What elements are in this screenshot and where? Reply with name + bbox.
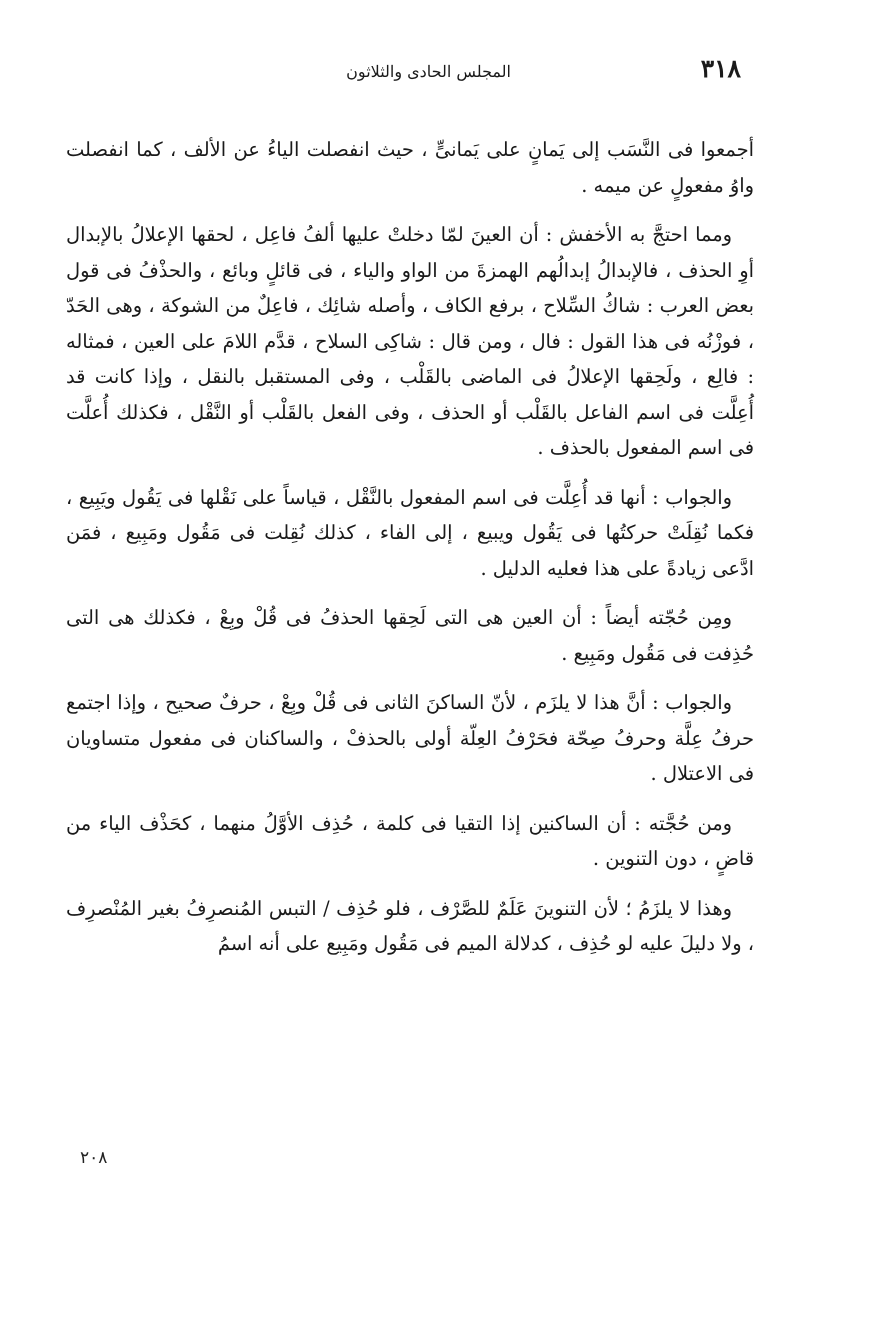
page-header [64,52,741,92]
paragraph: ومِن حُجّته أيضاً : أن العين هى التى لَحِقها الحذفُ فى قُلْ وبِعْ ، فكذلك هى التى حُذِفت فى مَقُول ومَبِيع . [66,606,754,665]
page-number: ٣١٨ [700,54,741,83]
paragraph: ومما احتجَّ به الأخفش : أن العينَ لمّا دخلتْ عليها ألفُ فاعِل ، لحقها الإعلالُ بالإبدال أوِ الحذف ، فالإبدالُ إبدالُهم الهمزةَ من الواو والياء ، فى قائلٍ وبائع ، والحذْفُ فى قول بعض العرب : شاكُ السِّلاح ، برفع الكاف ، وأصله شائِك ، فاعِلٌ من الشوكة ، وهى الحَدّ ، فوزْنُه فى هذا القول : فال ، ومن قال : شاكِى السلاح ، قدَّم اللامَ على العين ، فمثاله : فالِع ، ولَحِقها الإعلالُ فى الماضى بالقَلْب ، وفى المستقبل بالنقل ، وإذا كانت قد أُعِلَّت فى اسم الفاعل بالقَلْب أو الحذف ، وفى الفعل بالقَلْب أو النَّقْل ، فكذلك أُعلَّت فى اسم المفعول بالحذف . [66,223,754,459]
paragraph: والجواب : أنَّ هذا لا يلزَم ، لأنّ الساكنَ الثانى فى قُلْ وبِعْ ، حرفٌ صحيح ، وإذا اجتمع حرفُ عِلَّة وحرفُ صِحّة فحَرْفُ العِلّة أولى بالحذفْ ، والساكنان فى مفعول متساويان فى الاعتلال . [66,691,754,785]
paragraph: أجمعوا فى النَّسَب إلى يَمانٍ على يَمانىٍّ ، حيث انفصلت الياءُ عن الألف ، كما انفصلت واوُ مفعولٍ عن ميمه . [66,138,754,197]
paragraph: وهذا لا يلزَمُ ؛ لأن التنوينَ عَلَمٌ للصَّرْف ، فلو حُذِف / التبس المُنصرِفُ بغير المُنْصرِف ، ولا دليلَ عليه لو حُذِف ، كدلالة الميم فى مَقُول ومَبِيع على أنه اسمُ [66,896,754,955]
running-title: المجلس الحادى والثلاثون [346,62,511,81]
margin-note: ٢٠٨ [80,1148,108,1168]
body-text [66,132,754,976]
paragraph: والجواب : أنها قد أُعِلَّت فى اسم المفعول بالنَّقْل ، قياساً على نَقْلها فى يَقُول ويَبِيع ، فكما نُقِلَتْ حركتُها فى يَقُول ويبيع ، إلى الفاء ، كذلك نُقِلت فى مَقُول ومَبِيع ، فمَن ادَّعى زيادةً على هذا فعليه الدليل . [66,485,754,580]
paragraph: ومن حُجَّته : أن الساكنين إذا التقيا فى كلمة ، حُذِف الأوَّلُ منهما ، كحَذْف الياء من قاضٍ ، دون التنوين . [66,811,754,870]
